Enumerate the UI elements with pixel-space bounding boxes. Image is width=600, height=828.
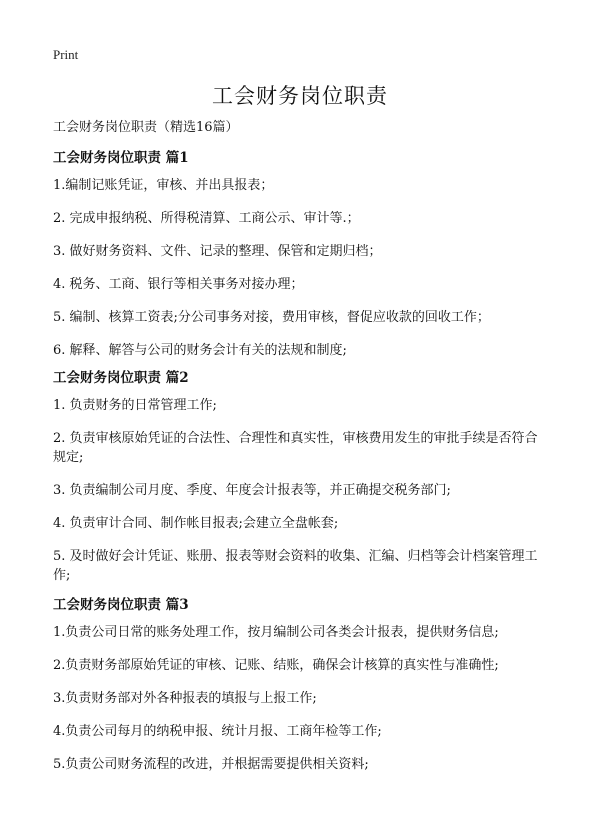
document-title: 工会财务岗位职责 [212, 84, 388, 108]
section-heading: 工会财务岗位职责 篇1 [53, 150, 189, 166]
list-item: 5.负责公司财务流程的改进，并根据需要提供相关资料; [53, 757, 369, 772]
list-item: 5. 编制、核算工资表;分公司事务对接，费用审核，督促应收款的回收工作； [53, 310, 490, 325]
document-subtitle: 工会财务岗位职责（精选16篇） [53, 120, 239, 135]
list-item: 2. 负责审核原始凭证的合法性、合理性和真实性，审核费用发生的审批手续是否符合规定; [53, 431, 538, 465]
section-heading: 工会财务岗位职责 篇3 [53, 597, 189, 613]
section-1 [53, 148, 543, 360]
list-item: 4. 税务、工商、银行等相关事务对接办理； [53, 277, 304, 292]
list-item: 2. 完成申报纳税、所得税清算、工商公示、审计等.； [53, 211, 360, 226]
list-item: 6. 解释、解答与公司的财务会计有关的法规和制度; [53, 343, 347, 358]
section-heading: 工会财务岗位职责 篇2 [53, 370, 189, 386]
list-item: 1. 负责财务的日常管理工作; [53, 398, 217, 413]
section-3 [53, 595, 543, 774]
list-item: 1.编制记账凭证，审核、并出具报表； [53, 178, 274, 193]
section-2 [53, 368, 543, 585]
list-item: 1.负责公司日常的账务处理工作，按月编制公司各类会计报表，提供财务信息; [53, 625, 499, 640]
print-label: Print [53, 47, 79, 62]
list-item: 3. 做好财务资料、文件、记录的整理、保管和定期归档； [53, 244, 382, 259]
list-item: 5. 及时做好会计凭证、账册、报表等财会资料的收集、汇编、归档等会计档案管理工作; [53, 549, 538, 583]
list-item: 4. 负责审计合同、制作帐目报表;会建立全盘帐套; [53, 516, 339, 531]
list-item: 2.负责财务部原始凭证的审核、记账、结账，确保会计核算的真实性与准确性; [53, 658, 499, 673]
list-item: 4.负责公司每月的纳税申报、统计月报、工商年检等工作; [53, 724, 382, 739]
list-item: 3. 负责编制公司月度、季度、年度会计报表等，并正确提交税务部门; [53, 483, 451, 498]
document-body [53, 118, 543, 788]
list-item: 3.负责财务部对外各种报表的填报与上报工作; [53, 691, 317, 706]
